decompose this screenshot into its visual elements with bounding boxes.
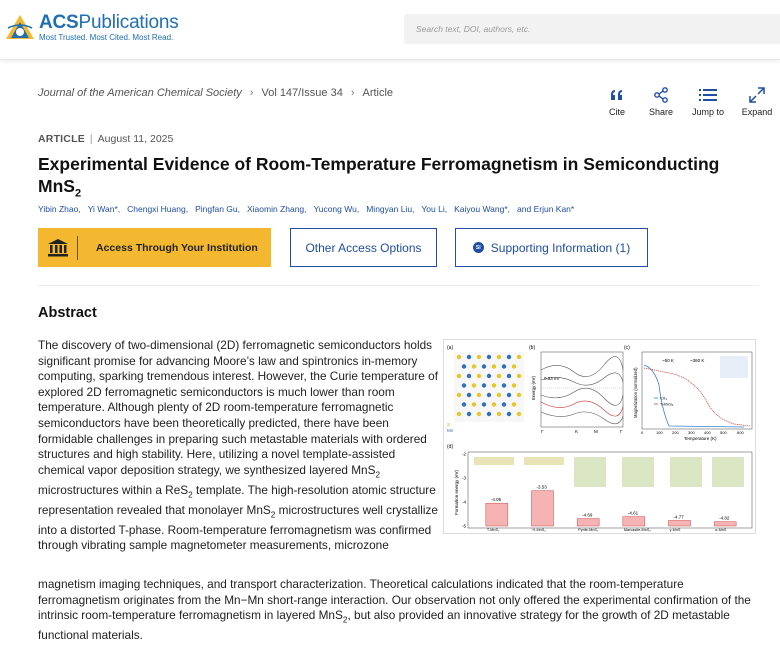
band-line: [541, 412, 623, 424]
atom-dot: [492, 364, 496, 368]
breadcrumb-journal[interactable]: Journal of the American Chemical Society: [38, 87, 242, 99]
share-button[interactable]: [646, 86, 676, 117]
temp-tick: 100: [656, 430, 663, 435]
atom-dot: [457, 412, 461, 416]
bar-category-label: γ-MnS: [669, 528, 681, 532]
curie-temp-cri3: ~50 K: [662, 358, 674, 363]
formation-bar: [532, 491, 554, 526]
temperature-ticks: [641, 430, 744, 435]
atom-dot: [467, 393, 471, 397]
bar-category-label: T-MnS₂: [486, 528, 500, 532]
mn-atom-label: Mn: [447, 428, 454, 433]
bar-value-label: -4.61: [627, 510, 639, 516]
mns2-structure-inset: [720, 356, 748, 378]
formation-bar: [577, 519, 599, 526]
formation-bar: [669, 520, 691, 526]
bar-category-label: α-MnS: [715, 528, 727, 532]
atom-dot: [517, 393, 521, 397]
share-label: Share: [648, 107, 674, 117]
supporting-info-label: Supporting Information (1): [490, 240, 631, 255]
atom-dot: [507, 393, 511, 397]
panel-c-label: (c): [624, 345, 630, 351]
atom-dot: [517, 374, 521, 378]
y-tick-label: -4: [462, 499, 467, 505]
k-label: Γ: [541, 429, 544, 434]
formation-bar: [486, 503, 508, 526]
author-link[interactable]: Yucong Wu,: [313, 204, 360, 214]
bar-value-label: -4.82: [719, 515, 730, 521]
atom-dot: [482, 383, 486, 387]
atom-dot: [497, 412, 501, 416]
article-type: ARTICLE: [38, 133, 85, 145]
k-label: K: [575, 429, 579, 434]
meta-separator: |: [89, 133, 93, 145]
author-link[interactable]: Pingfan Gu,: [195, 204, 240, 214]
atom-dot: [502, 383, 506, 387]
atom-dot: [512, 383, 516, 387]
atom-dot: [497, 355, 501, 359]
author-link[interactable]: Yi Wan*,: [87, 204, 121, 214]
atom-dot: [477, 374, 481, 378]
atom-dot: [492, 383, 496, 387]
atom-dot: [467, 412, 471, 416]
temp-tick: 400: [704, 430, 711, 435]
expand-button[interactable]: [740, 86, 774, 117]
other-access-button[interactable]: [290, 228, 437, 267]
list-icon: [699, 86, 717, 104]
band-line: [541, 401, 623, 416]
atom-dot: [492, 402, 496, 406]
author-link[interactable]: and Erjun Kan*: [517, 204, 575, 214]
author-link[interactable]: Mingyan Liu,: [366, 204, 415, 214]
acs-logo[interactable]: [5, 14, 179, 43]
share-icon: [653, 86, 669, 104]
y-tick-label: -2: [462, 451, 467, 457]
atom-dot: [497, 393, 501, 397]
crystal-structure-a: [454, 352, 524, 422]
atom-dot: [482, 402, 486, 406]
section-divider: [38, 285, 758, 286]
temp-tick: 600: [737, 430, 744, 435]
bar-value-label: -3.53: [536, 484, 547, 490]
jump-to-label: Jump to: [691, 107, 724, 117]
temperature-axis-label: Temperature (K): [684, 436, 717, 441]
atom-dot: [502, 364, 506, 368]
other-access-label: Other Access Options: [305, 240, 422, 255]
band-gap-label: 0.53 eV: [544, 376, 560, 381]
bar-category-label: H-MnS₂: [532, 528, 546, 532]
bar-value-label: -4.69: [582, 512, 593, 518]
s-atom-label: S: [447, 422, 451, 427]
breadcrumb-type: Article: [362, 87, 394, 99]
cite-button[interactable]: [600, 86, 634, 117]
search-input[interactable]: [404, 14, 780, 44]
abstract-heading: Abstract: [38, 305, 97, 321]
temp-tick: 500: [720, 430, 727, 435]
atom-dot: [507, 355, 511, 359]
expand-label: Expand: [741, 107, 773, 117]
formation-bar: [623, 517, 645, 526]
atom-dot: [477, 393, 481, 397]
atom-dot: [457, 355, 461, 359]
k-label: M: [594, 429, 598, 434]
author-link[interactable]: Kaiyou Wang*,: [454, 204, 511, 214]
legend-mns2: T-MnS₂: [660, 401, 674, 407]
access-institution-button[interactable]: [38, 228, 271, 267]
toc-graphic[interactable]: [443, 339, 756, 534]
structure-row: [474, 457, 744, 487]
expand-icon: [749, 86, 765, 104]
search-box[interactable]: [404, 14, 780, 44]
crystal-structure-thumb: [670, 457, 702, 487]
atom-dot: [467, 355, 471, 359]
article-meta: [38, 133, 173, 145]
y-tick-label: -5: [462, 523, 467, 529]
formation-axis-label: Formation energy (eV): [454, 469, 459, 515]
breadcrumb-issue[interactable]: Vol 147/Issue 34: [261, 87, 343, 99]
logo-title: ACSPublications: [39, 12, 179, 33]
atom-dot: [517, 355, 521, 359]
author-link[interactable]: Xiaomin Zhang,: [246, 204, 307, 214]
bar-value-label: -4.77: [673, 514, 684, 520]
atom-dot: [512, 402, 516, 406]
atom-dot: [462, 383, 466, 387]
crystal-structure-thumb: [622, 457, 654, 487]
formation-bars: [486, 485, 736, 532]
crystal-structure-thumb: [474, 457, 514, 465]
band-line: [541, 388, 623, 405]
atom-dot: [462, 364, 466, 368]
energy-axis-label: Energy (eV): [531, 375, 536, 400]
author-list: [38, 204, 581, 214]
panel-a-label: (a): [447, 345, 454, 351]
article-title: Experimental Evidence of Room-Temperature Ferromagnetism in Semiconducting MnS$_2$: [38, 154, 720, 200]
atom-dot: [472, 364, 476, 368]
article-date: August 11, 2025: [97, 133, 174, 145]
atom-dot: [502, 402, 506, 406]
cite-icon: [610, 86, 624, 104]
y-tick-label: -3: [462, 475, 467, 481]
panel-d-label: (d): [447, 444, 454, 450]
abstract-paragraph-continued: magnetism imaging techniques, and transport characterization. Theoretical calculations indicated that the room-temperature ferromagnetism originates from the Mn−Mn short-range interaction. Our observation not only offered the experimental confirmation of the intrinsic room-temperature ferromagnetism in layered MnS$_2$, but also provided an innovative strategy for the growth of 2D metastable functional materials.: [38, 577, 751, 643]
author-link[interactable]: Chengxi Huang,: [127, 204, 189, 214]
atom-dot: [507, 374, 511, 378]
temp-tick: 200: [672, 430, 679, 435]
bar-category-label: Pyrite-MnS₂: [578, 528, 599, 532]
acs-emblem-icon: [5, 14, 35, 42]
chevron-right-icon: ›: [350, 87, 355, 99]
k-label: Γ: [620, 429, 623, 434]
crystal-structure-thumb: [524, 457, 564, 465]
abstract-paragraph: The discovery of two-dimensional (2D) ferromagnetic semiconductors holds significant promise for advancing Moore’s law and spintronics in-memory computing, sparking tremendous interest. However, the Curie temperature of explored 2D ferromagnetic semiconductors is much lower than room temperature. Although plenty of 2D room-temperature ferromagnetic semiconductors have been theoretically predicted, there have been formidable challenges in preparing such metastable materials with ordered structures and high stability. Here, utilizing a novel template-assisted chemical vapor deposition strategy, we synthesized layered MnS$_2$ microstructures within a ReS$_2$ template. The high-resolution atomic structure representation revealed that monolayer MnS$_2$ microstructures well crystallize into a distorted T-phase. Room-temperature ferromagnetism was confirmed through vibrating sample magnetometer measurements, microzone: [38, 338, 438, 553]
atom-dot: [497, 374, 501, 378]
atom-dot: [462, 402, 466, 406]
atom-dot: [457, 374, 461, 378]
cite-label: Cite: [608, 107, 625, 117]
access-institution-label: Access Through Your Institution: [96, 241, 258, 254]
atom-dot: [487, 374, 491, 378]
article-tools: [600, 86, 774, 117]
supporting-info-button[interactable]: [455, 228, 648, 267]
bar-value-label: -4.05: [490, 497, 502, 503]
crystal-structure-thumb: [574, 457, 606, 487]
atom-dot: [477, 412, 481, 416]
atom-dot: [482, 364, 486, 368]
panel-b-label: (b): [529, 345, 536, 351]
supporting-info-icon: SI: [473, 242, 484, 253]
curie-temp-mns2: ~360 K: [690, 358, 705, 363]
jump-to-button[interactable]: [688, 86, 728, 117]
atom-dot: [467, 374, 471, 378]
atom-dot: [512, 364, 516, 368]
logo-tagline: Most Trusted. Most Cited. Most Read.: [39, 33, 174, 42]
temp-tick: 0: [641, 430, 644, 435]
temp-tick: 300: [688, 430, 695, 435]
atom-dot: [487, 393, 491, 397]
chevron-right-icon: ›: [249, 87, 254, 99]
magnetization-axis-label: Magnetization (normalized): [633, 367, 638, 418]
atom-dot: [507, 412, 511, 416]
atom-dot: [487, 412, 491, 416]
legend-cri3: CrI₃: [660, 395, 667, 401]
atom-dot: [487, 355, 491, 359]
atom-dot: [477, 355, 481, 359]
formation-bar: [714, 522, 736, 526]
institution-icon: [38, 236, 78, 260]
top-header: [0, 0, 780, 60]
author-link[interactable]: Yibin Zhao,: [38, 204, 81, 214]
atom-dot: [472, 383, 476, 387]
atom-dot: [517, 412, 521, 416]
toc-figure: [444, 340, 755, 533]
bar-category-label: Marcasite-MnS₂: [623, 528, 651, 532]
crystal-structure-thumb: [712, 457, 744, 487]
author-link[interactable]: You Li,: [421, 204, 448, 214]
y-ticks: [462, 452, 466, 529]
atom-dot: [457, 393, 461, 397]
breadcrumb: [38, 87, 393, 99]
atom-dot: [472, 402, 476, 406]
